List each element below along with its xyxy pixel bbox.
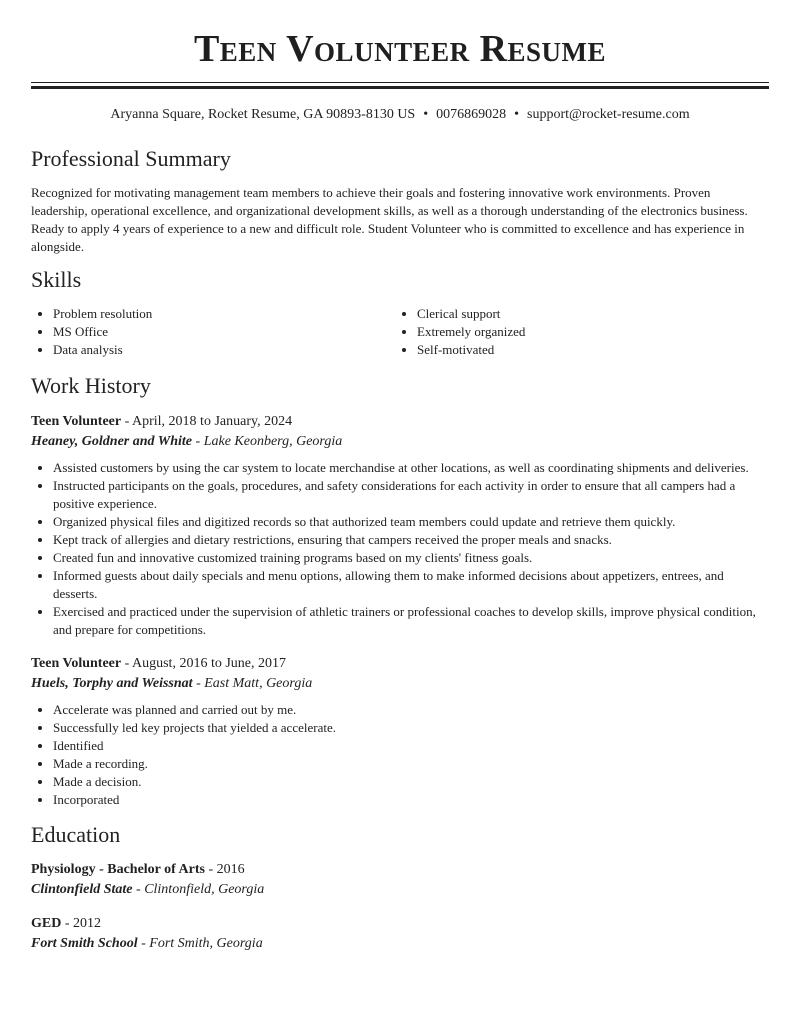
job-title: Teen Volunteer [31,656,122,671]
job-dates: April, 2018 to January, 2024 [132,414,293,429]
duty-item: • Kept track of allergies and dietary restrictions, ensuring that campers received the proper meals and snacks. [53,531,769,549]
education-school-line: Fort Smith School - Fort Smith, Georgia [31,936,263,951]
job-location: East Matt, Georgia [204,676,313,691]
duty-item: • Accelerate was planned and carried out by me. [53,701,769,719]
education-degree-line: GED - 2012 [31,916,102,931]
education-location: Fort Smith, Georgia [149,936,263,951]
contact-separator: • [423,107,429,122]
contact-email[interactable]: support@rocket-resume.com [527,107,690,122]
summary-text: Recognized for motivating management team members to achieve their goals and fostering innovative work environments. Proven leadership, operational excellence, and organizational development skills, as well as a thorough understanding of the electronics business. Ready to apply 4 years of experience to a new and difficult role. Student Volunteer who is committed to excellence and has experience in alongside. [31,185,748,254]
education-school: Fort Smith School [31,936,138,951]
job-duties [31,459,769,639]
skills-column-left [31,305,395,359]
job-company: Huels, Torphy and Weissnat [31,676,193,691]
job-location: Lake Keonberg, Georgia [203,434,343,449]
duty-item: • Incorporated [53,791,769,809]
skill-item: • Extremely organized [417,323,759,341]
skill-item: • Clerical support [417,305,759,323]
duty-item: • Assisted customers by using the car system to locate merchandise at other locations, as well as coordinating shipments and deliveries. [53,459,769,477]
education-heading: Education [31,822,121,847]
summary-heading: Professional Summary [31,146,231,171]
skill-item: • Problem resolution [53,305,395,323]
education-year: 2012 [73,916,102,931]
duty-item: • Made a recording. [53,755,769,773]
job-company: Heaney, Goldner and White [31,434,193,449]
education-entry [31,860,769,900]
skills-column-right [395,305,759,359]
skill-item: • Data analysis [53,341,395,359]
duty-item: • Successfully led key projects that yielded a accelerate. [53,719,769,737]
job-entry [31,412,769,639]
job-company-line: Heaney, Goldner and White - Lake Keonberg, Georgia [31,434,343,449]
job-company-line: Huels, Torphy and Weissnat - East Matt, Georgia [31,676,313,691]
education-degree: GED [31,916,62,931]
duty-item: • Instructed participants on the goals, procedures, and safety considerations for each activity in order to ensure that all campers had a positive experience. [53,477,769,513]
education-degree: Physiology - Bachelor of Arts [31,862,205,877]
contact-phone: 0076869028 [436,107,507,122]
education-school-line: Clintonfield State - Clintonfield, Georgia [31,882,265,897]
skills-list [31,305,769,359]
duty-item: • Informed guests about daily specials and menu options, allowing them to make informed decisions about appetizers, entrees, and desserts. [53,567,769,603]
skills-heading: Skills [31,267,82,292]
job-duties [31,701,769,809]
job-entry [31,654,769,809]
education-entry [31,914,769,954]
job-title-line: Teen Volunteer - April, 2018 to January, 2024 [31,414,293,429]
work-history-heading: Work History [31,373,151,398]
title-rule-thin [31,82,769,83]
education-year: 2016 [216,862,245,877]
education-school: Clintonfield State [31,882,133,897]
duty-item: • Made a decision. [53,773,769,791]
duty-item: • Created fun and innovative customized training programs based on my clients' fitness goals. [53,549,769,567]
education-location: Clintonfield, Georgia [144,882,265,897]
duty-item: • Exercised and practiced under the supervision of athletic trainers or professional coaches to develop skills, improve physical condition, and prepare for competitions. [53,603,769,639]
duty-item: • Organized physical files and digitized records so that authorized team members could update and retrieve them quickly. [53,513,769,531]
resume-title: Teen Volunteer Resume [193,28,607,70]
contact-separator: • [514,107,520,122]
education-degree-line: Physiology - Bachelor of Arts - 2016 [31,862,245,877]
job-title-line: Teen Volunteer - August, 2016 to June, 2017 [31,656,286,671]
job-dates: August, 2016 to June, 2017 [132,656,286,671]
contact-line [31,105,769,125]
contact-address: Aryanna Square, Rocket Resume, GA 90893-8130 US [110,107,416,122]
job-title: Teen Volunteer [31,414,122,429]
skill-item: • MS Office [53,323,395,341]
title-rule-thick [31,86,769,89]
skill-item: • Self-motivated [417,341,759,359]
duty-item: • Identified [53,737,769,755]
